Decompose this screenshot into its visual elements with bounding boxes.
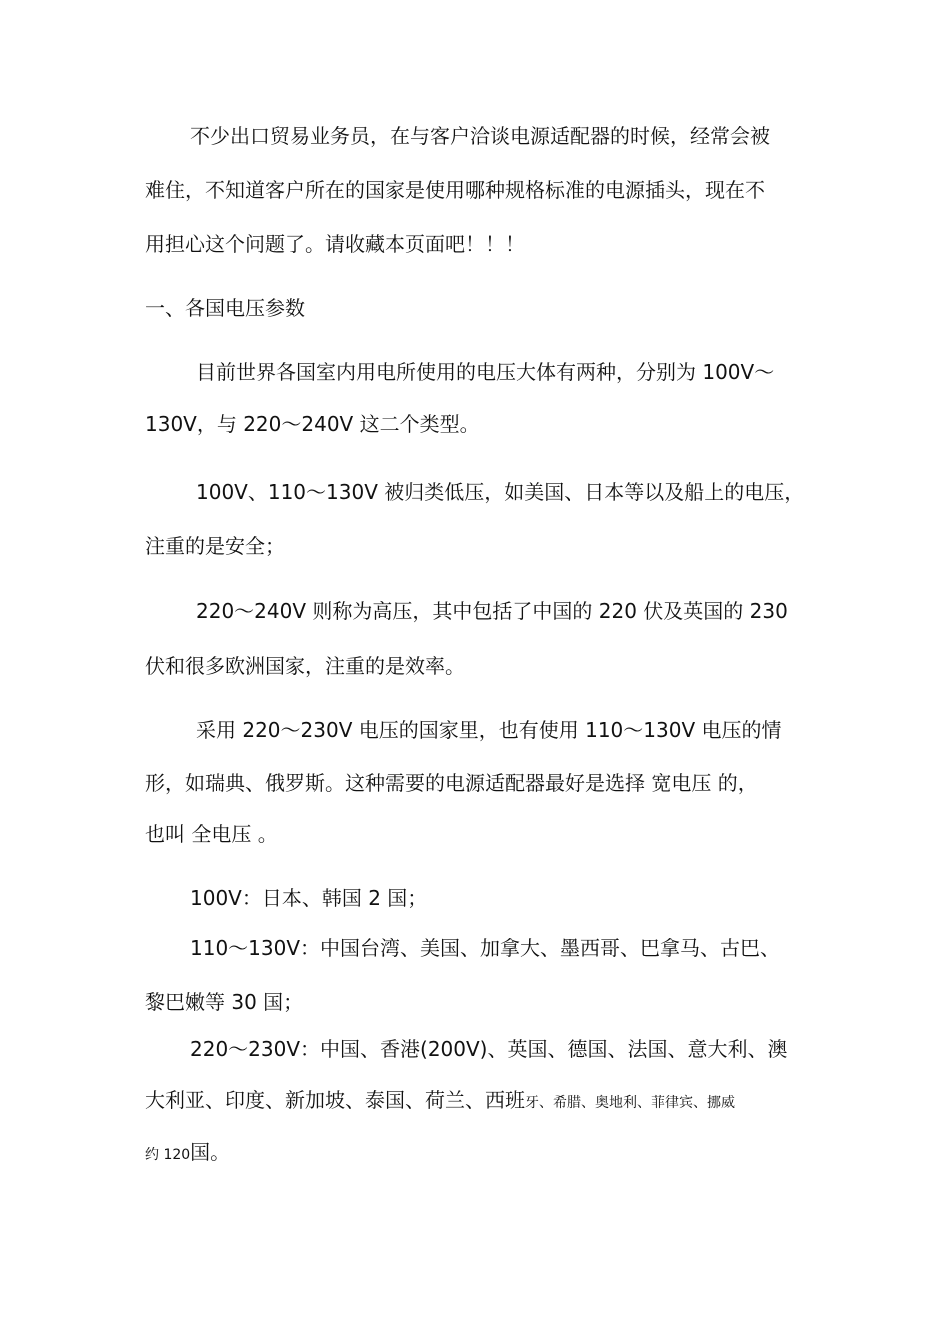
paragraph-4-line-2: 形，如瑞典、俄罗斯。这种需要的电源适配器最好是选择 宽电压 的， xyxy=(145,771,758,795)
voltage-list-220v-line-3-main: 国。 xyxy=(190,1140,231,1164)
intro-line-1: 不少出口贸易业务员，在与客户洽谈电源适配器的时候，经常会被 xyxy=(190,124,770,148)
paragraph-4-line-3: 也叫 全电压 。 xyxy=(145,822,278,846)
intro-line-2: 难住，不知道客户所在的国家是使用哪种规格标准的电源插头，现在不 xyxy=(145,178,765,202)
voltage-list-220v-line-2 xyxy=(145,1086,815,1117)
voltage-list-220v-line-2-main: 大利亚、印度、新加坡、泰国、荷兰、西班 xyxy=(145,1088,525,1112)
section-heading-voltage: 一、各国电压参数 xyxy=(145,296,305,320)
voltage-list-110v-line-1: 110～130V：中国台湾、美国、加拿大、墨西哥、巴拿马、古巴、 xyxy=(190,936,781,960)
paragraph-4-line-1: 采用 220～230V 电压的国家里，也有使用 110～130V 电压的情 xyxy=(196,718,782,742)
voltage-list-220v-line-2-small: 牙、希腊、奥地利、菲律宾、挪威 xyxy=(525,1095,735,1111)
voltage-list-100v: 100V：日本、韩国 2 国； xyxy=(190,886,428,910)
voltage-list-110v-line-2: 黎巴嫩等 30 国； xyxy=(145,990,304,1014)
paragraph-2-line-2: 注重的是安全； xyxy=(145,534,285,558)
intro-line-3: 用担心这个问题了。请收藏本页面吧！！！ xyxy=(145,232,525,256)
voltage-list-220v-line-1: 220～230V：中国、香港(200V)、英国、德国、法国、意大利、澳 xyxy=(190,1037,788,1061)
paragraph-3-line-1: 220～240V 则称为高压，其中包括了中国的 220 伏及英国的 230 xyxy=(196,599,788,623)
paragraph-1-line-2: 130V，与 220～240V 这二个类型。 xyxy=(145,412,480,436)
paragraph-1-line-1: 目前世界各国室内用电所使用的电压大体有两种，分别为 100V～ xyxy=(196,360,775,384)
paragraph-2-line-1: 100V、110～130V 被归类低压，如美国、日本等以及船上的电压， xyxy=(196,480,805,504)
voltage-list-220v-line-3-small: 约 120 xyxy=(145,1147,191,1163)
voltage-list-220v-line-3 xyxy=(145,1138,815,1169)
paragraph-3-line-2: 伏和很多欧洲国家，注重的是效率。 xyxy=(145,654,465,678)
